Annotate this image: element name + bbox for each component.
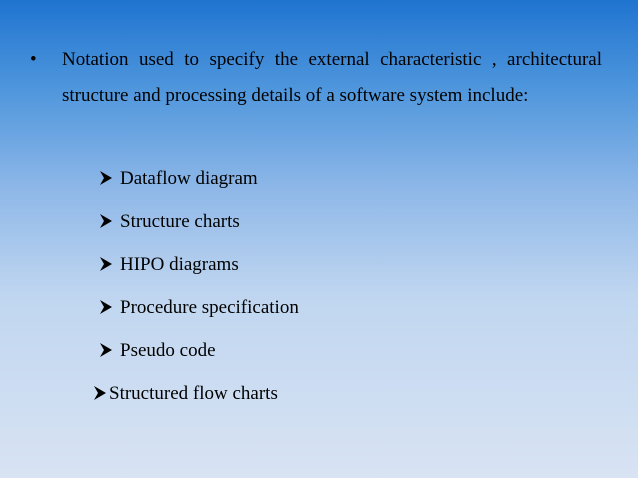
list-item-label: Dataflow diagram	[120, 168, 258, 189]
list-item	[100, 161, 299, 204]
list-item	[100, 247, 299, 290]
list-item-label: HIPO diagrams	[120, 254, 239, 275]
intro-paragraph	[30, 42, 602, 114]
list-item-label: Pseudo code	[120, 340, 216, 361]
arrowhead-bullet-icon	[100, 214, 112, 228]
list-item-label: Structure charts	[120, 211, 240, 232]
list-item-label: Procedure specification	[120, 297, 299, 318]
list-item	[100, 290, 299, 333]
arrowhead-bullet-icon	[100, 343, 112, 357]
list-item	[100, 204, 299, 247]
arrowhead-bullet-icon	[94, 386, 106, 400]
bullet-dot-icon: •	[30, 49, 37, 70]
notation-list	[100, 161, 299, 419]
arrowhead-bullet-icon	[100, 257, 112, 271]
arrowhead-bullet-icon	[100, 300, 112, 314]
intro-text: Notation used to specify the external characteristic , architectural structure and processing details of a software system include:	[62, 49, 602, 106]
arrowhead-bullet-icon	[100, 171, 112, 185]
list-item	[100, 376, 299, 419]
list-item	[100, 333, 299, 376]
list-item-label: Structured flow charts	[109, 383, 278, 404]
